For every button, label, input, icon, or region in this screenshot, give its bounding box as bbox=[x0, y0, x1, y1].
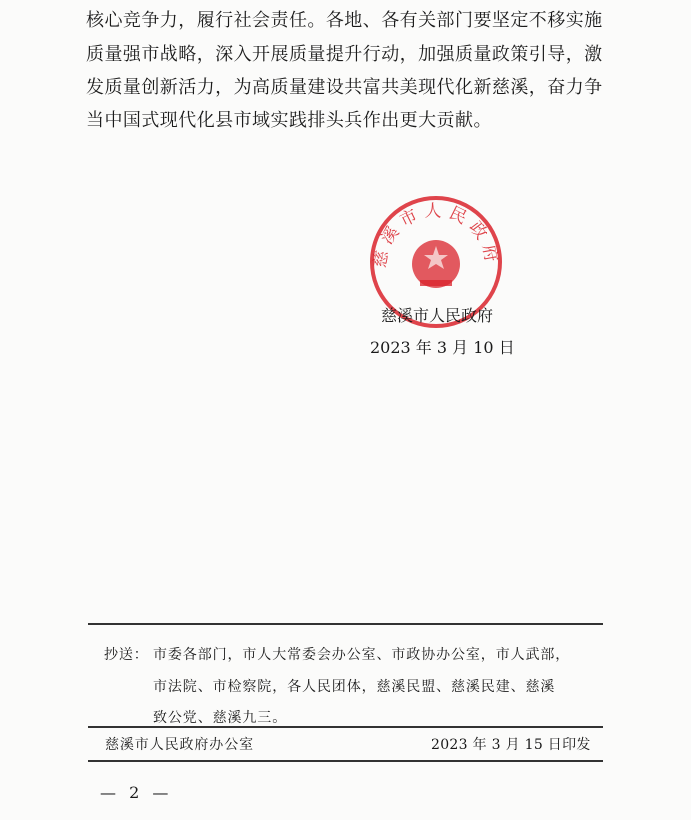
page-number: — 2 — bbox=[100, 783, 173, 802]
cc-label: 抄送： bbox=[104, 647, 149, 663]
issuer-name: 慈溪市人民政府 bbox=[381, 306, 494, 325]
print-date: 2023 年 3 月 15 日印发 bbox=[431, 737, 591, 753]
svg-text:慈溪市人民政府: 慈溪市人民政府 bbox=[369, 201, 503, 270]
issue-date: 2023 年 3 月 10 日 bbox=[370, 338, 515, 357]
body-line: 质量强市战略，深入开展质量提升行动，加强质量政策引导，激 bbox=[86, 44, 603, 65]
divider bbox=[88, 726, 603, 728]
cc-line: 市委各部门，市人大常委会办公室、市政协办公室，市人武部， bbox=[153, 647, 571, 663]
body-line: 发质量创新活力，为高质量建设共富共美现代化新慈溪，奋力争 bbox=[86, 77, 603, 98]
divider bbox=[88, 623, 603, 625]
cc-line: 致公党、慈溪九三。 bbox=[153, 710, 288, 726]
cc-line: 市法院、市检察院，各人民团体，慈溪民盟、慈溪民建、慈溪 bbox=[153, 679, 556, 695]
body-line: 当中国式现代化县市域实践排头兵作出更大贡献。 bbox=[86, 110, 492, 131]
body-line: 核心竞争力，履行社会责任。各地、各有关部门要坚定不移实施 bbox=[86, 10, 603, 31]
issuing-office: 慈溪市人民政府办公室 bbox=[105, 737, 254, 753]
divider bbox=[88, 760, 603, 762]
